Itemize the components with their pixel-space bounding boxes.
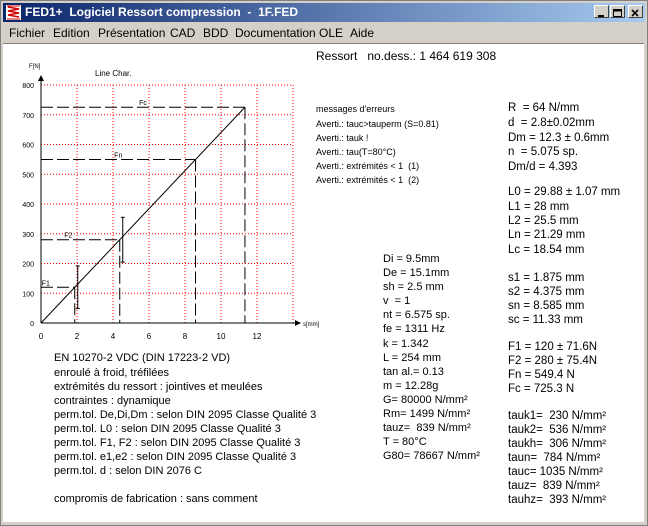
document-view (3, 43, 644, 522)
spec-line: contraintes : dynamique (54, 395, 171, 407)
param-value: tauc= 1035 N/mm² (508, 466, 603, 478)
menu-documentation[interactable]: Documentation (235, 26, 316, 40)
param-value: F2 = 280 ± 75.4N (508, 355, 598, 367)
marker-label: F1 (41, 280, 50, 288)
param-value: v = 1 (383, 295, 411, 307)
window-title: FED1+ Logiciel Ressort compression - 1F.FED (25, 5, 299, 19)
menu-presentation[interactable]: Présentation (98, 26, 166, 40)
x-tick-label: 0 (38, 332, 44, 341)
close-icon (629, 8, 642, 19)
drawing-reference: Ressort no.dess.: 1 464 619 308 (316, 49, 497, 63)
param-value: taun= 784 N/mm² (508, 452, 601, 464)
x-axis-label: s[mm] (303, 322, 320, 328)
x-tick-label: 10 (216, 332, 226, 341)
y-tick-label: 700 (22, 112, 34, 120)
minimize-icon (595, 8, 608, 19)
y-axis-label: F[N] (29, 64, 41, 70)
spec-line: extrémités du ressort : jointives et meulées (54, 381, 263, 393)
param-value: tan al.= 0.13 (383, 366, 444, 378)
spec-line: perm.tol. L0 : selon DIN 2095 Classe Qualité 3 (54, 423, 281, 435)
title-bar[interactable] (3, 3, 645, 22)
param-value: k = 1.342 (383, 338, 429, 350)
spec-line: enroulé à froid, tréfilées (54, 367, 169, 379)
maximize-button[interactable] (610, 5, 625, 18)
param-value: tauz= 839 N/mm² (508, 480, 600, 492)
param-value: taukh= 306 N/mm² (508, 438, 607, 450)
menu-fichier[interactable]: Fichier (9, 26, 46, 40)
x-tick-label: 4 (110, 332, 116, 341)
param-value: Rm= 1499 N/mm² (383, 408, 471, 420)
param-value: d = 2.8±0.02mm (508, 117, 595, 129)
param-value: Dm = 12.3 ± 0.6mm (508, 132, 610, 144)
param-value: tauz= 839 N/mm² (383, 422, 471, 434)
force-displacement-chart (3, 44, 320, 354)
y-tick-label: 200 (22, 261, 34, 269)
y-tick-label: 100 (22, 291, 34, 299)
param-value: tauhz= 393 N/mm² (508, 494, 607, 506)
param-value: tauk2= 536 N/mm² (508, 424, 607, 436)
param-value: F1 = 120 ± 71.6N (508, 341, 598, 353)
message-line: Averti.: tauc>tauperm (S=0.81) (316, 119, 439, 129)
param-value: Di = 9.5mm (383, 253, 440, 265)
marker-label: Fc (139, 100, 147, 108)
param-value: s1 = 1.875 mm (508, 272, 585, 284)
compromise-line: compromis de fabrication : sans comment (54, 493, 258, 505)
param-value: Dm/d = 4.393 (508, 161, 578, 173)
param-value: sn = 8.585 mm (508, 300, 585, 312)
menu-edition[interactable]: Edition (53, 26, 90, 40)
param-value: T = 80°C (383, 436, 427, 448)
param-value: n = 5.075 sp. (508, 146, 579, 158)
close-button[interactable] (628, 5, 643, 18)
param-value: G80= 78667 N/mm² (383, 450, 480, 462)
y-tick-label: 500 (22, 172, 34, 180)
messages-title: messages d'erreurs (316, 104, 395, 114)
param-value: Fn = 549.4 N (508, 369, 575, 381)
x-tick-label: 6 (146, 332, 152, 341)
spec-line: EN 10270-2 VDC (DIN 17223-2 VD) (54, 352, 231, 364)
param-value: De = 15.1mm (383, 267, 450, 279)
message-line: Averti.: tau(T=80°C) (316, 147, 396, 157)
menu-bar (3, 23, 645, 43)
spec-line: perm.tol. e1,e2 : selon DIN 2095 Classe Qualité 3 (54, 451, 297, 463)
spec-line: perm.tol. F1, F2 : selon DIN 2095 Classe Qualité 3 (54, 437, 301, 449)
param-value: Lc = 18.54 mm (508, 244, 585, 256)
menu-cad[interactable]: CAD (170, 26, 196, 40)
param-value: L1 = 28 mm (508, 201, 570, 213)
param-value: L = 254 mm (383, 352, 441, 364)
maximize-icon (611, 8, 624, 19)
y-axis-arrow (38, 75, 44, 81)
minimize-button[interactable] (594, 5, 609, 18)
y-tick-label: 0 (30, 321, 34, 328)
param-value: Fc = 725.3 N (508, 383, 575, 395)
param-value: L0 = 29.88 ± 1.07 mm (508, 186, 621, 198)
param-value: sh = 2.5 mm (383, 281, 444, 293)
param-value: s2 = 4.375 mm (508, 286, 585, 298)
param-value: L2 = 25.5 mm (508, 215, 579, 227)
param-value: fe = 1311 Hz (383, 323, 445, 335)
y-tick-label: 300 (22, 231, 34, 239)
menu-aide[interactable]: Aide (350, 26, 375, 40)
message-line: Averti.: tauk ! (316, 133, 369, 143)
series-line (41, 107, 245, 323)
param-value: tauk1= 230 N/mm² (508, 410, 607, 422)
message-line: Averti.: extrémités < 1 (2) (316, 175, 420, 185)
menu-ole[interactable]: OLE (319, 26, 344, 40)
param-value: m = 12.28g (383, 380, 439, 392)
x-tick-label: 8 (182, 332, 188, 341)
x-axis-arrow (295, 320, 301, 326)
param-value: nt = 6.575 sp. (383, 309, 450, 321)
marker-label: F2 (64, 232, 73, 240)
x-tick-label: 2 (74, 332, 80, 341)
spec-line: perm.tol. d : selon DIN 2076 C (54, 465, 202, 477)
y-tick-label: 800 (22, 83, 34, 90)
marker-label: Fn (114, 152, 123, 160)
param-value: Ln = 21.29 mm (508, 229, 586, 241)
x-tick-label: 12 (252, 332, 262, 341)
spring-app-icon (6, 5, 21, 20)
param-value: R = 64 N/mm (508, 102, 580, 114)
spec-line: perm.tol. De,Di,Dm : selon DIN 2095 Classe Qualité 3 (54, 409, 317, 421)
chart-title: Line Char. (95, 69, 132, 78)
menu-bdd[interactable]: BDD (203, 26, 229, 40)
y-tick-label: 600 (22, 142, 34, 150)
message-line: Averti.: extrémités < 1 (1) (316, 161, 420, 171)
param-value: sc = 11.33 mm (508, 314, 583, 326)
param-value: G= 80000 N/mm² (383, 394, 468, 406)
y-tick-label: 400 (22, 202, 34, 209)
